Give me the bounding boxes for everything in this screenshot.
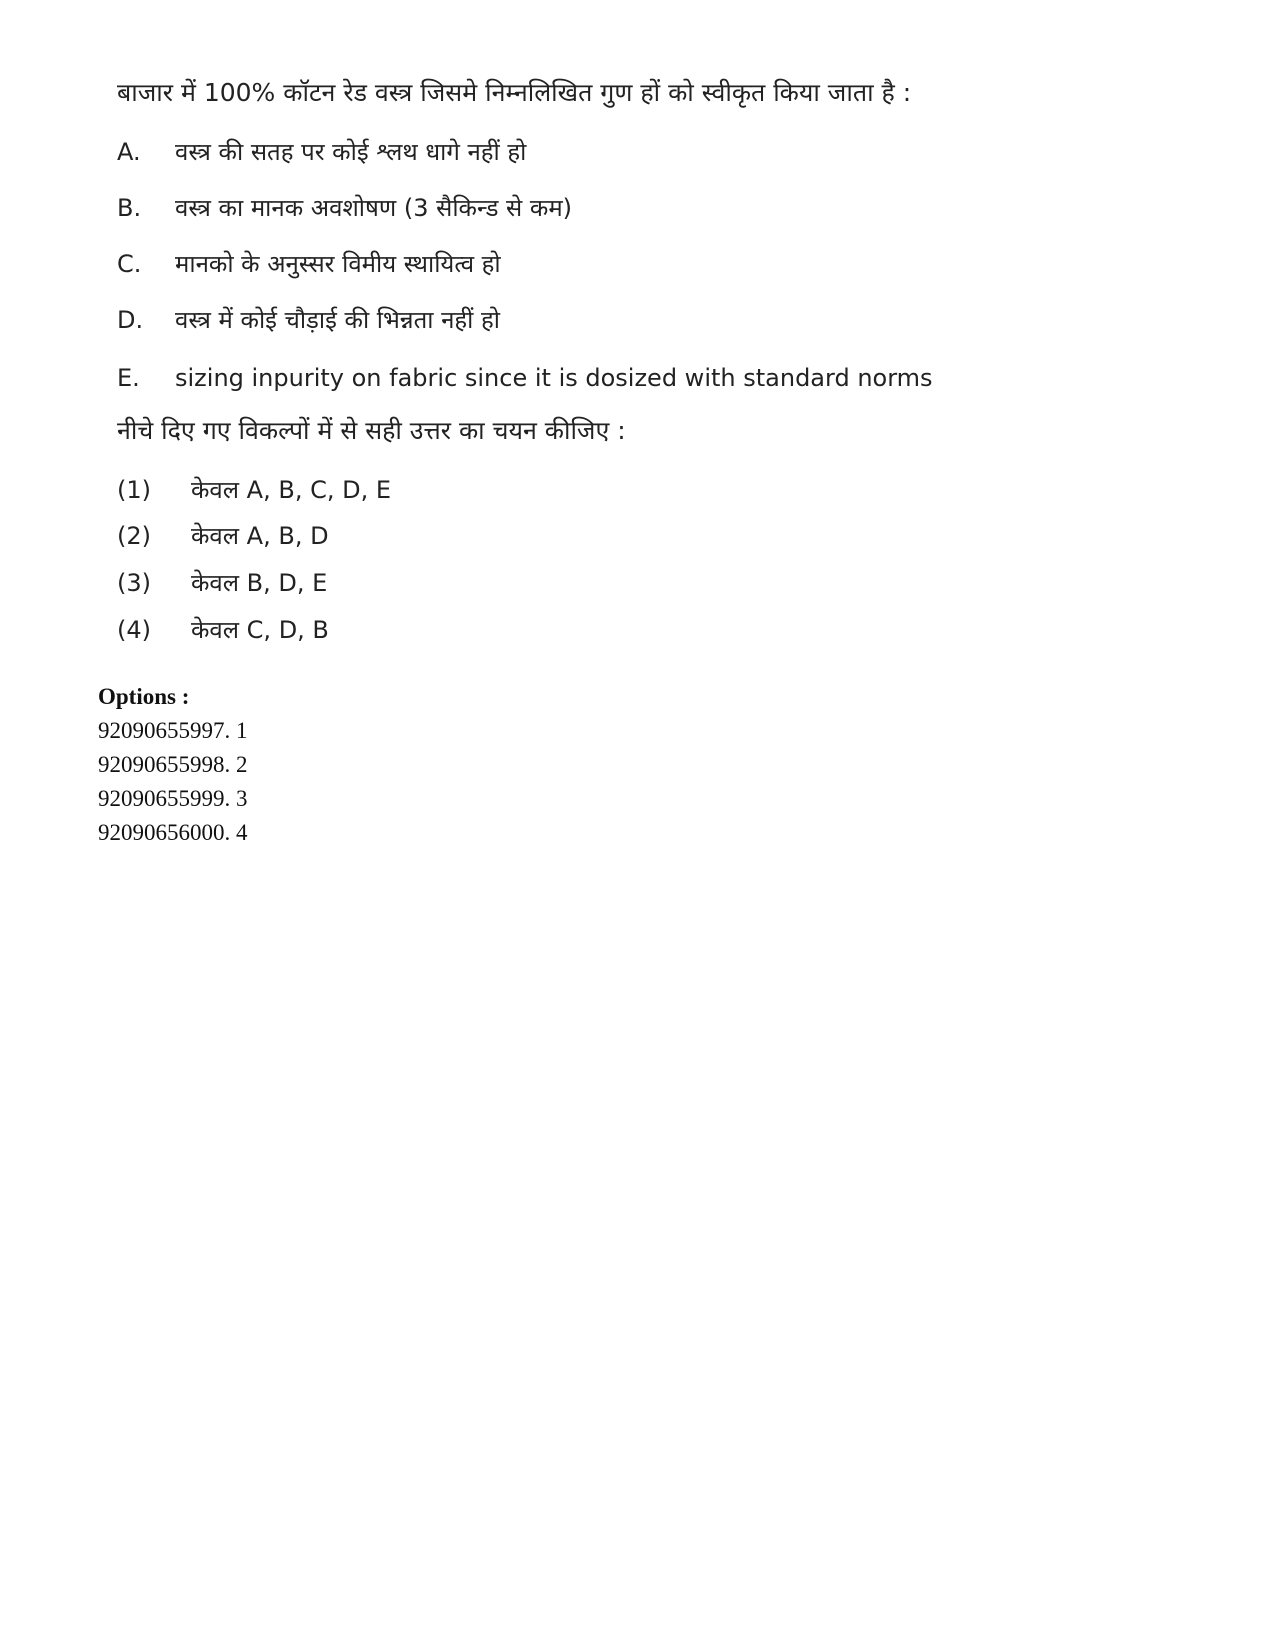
choice-text: केवल B, D, E [191, 569, 328, 597]
options-section [98, 680, 248, 850]
choice-text: केवल C, D, B [191, 616, 329, 644]
statement-text: मानको के अनुस्सर विमीय स्थायित्व हो [175, 250, 501, 278]
statement-text: वस्त्र में कोई चौड़ाई की भिन्नता नहीं हो [175, 306, 500, 334]
question-stem: बाजार में 100% कॉटन रेड वस्त्र जिसमे निम्नलिखित गुण हों को स्वीकृत किया जाता है : [117, 78, 912, 107]
statement-key: B. [117, 194, 142, 222]
statement-text: sizing inpurity on fabric since it is dosized with standard norms [175, 364, 933, 392]
option-item: 92090655997. 1 [98, 718, 248, 743]
choice-text: केवल A, B, D [191, 522, 329, 550]
statement-key: D. [117, 306, 144, 334]
choice-text: केवल A, B, C, D, E [191, 476, 391, 504]
choice-key: (3) [117, 569, 151, 597]
choice-key: (2) [117, 522, 151, 550]
statement-text: वस्त्र का मानक अवशोषण (3 सैकिन्ड से कम) [175, 194, 573, 222]
options-heading: Options : [98, 684, 190, 709]
statement-key: E. [117, 364, 140, 392]
statement-text: वस्त्र की सतह पर कोई श्लथ धागे नहीं हो [175, 138, 527, 166]
choice-key: (1) [117, 476, 151, 504]
question-instruction: नीचे दिए गए विकल्पों में से सही उत्तर का चयन कीजिए : [117, 416, 626, 445]
option-item: 92090655999. 3 [98, 786, 248, 811]
option-item: 92090656000. 4 [98, 820, 248, 845]
statement-key: C. [117, 250, 142, 278]
choice-key: (4) [117, 616, 151, 644]
statement-key: A. [117, 138, 141, 166]
option-item: 92090655998. 2 [98, 752, 248, 777]
